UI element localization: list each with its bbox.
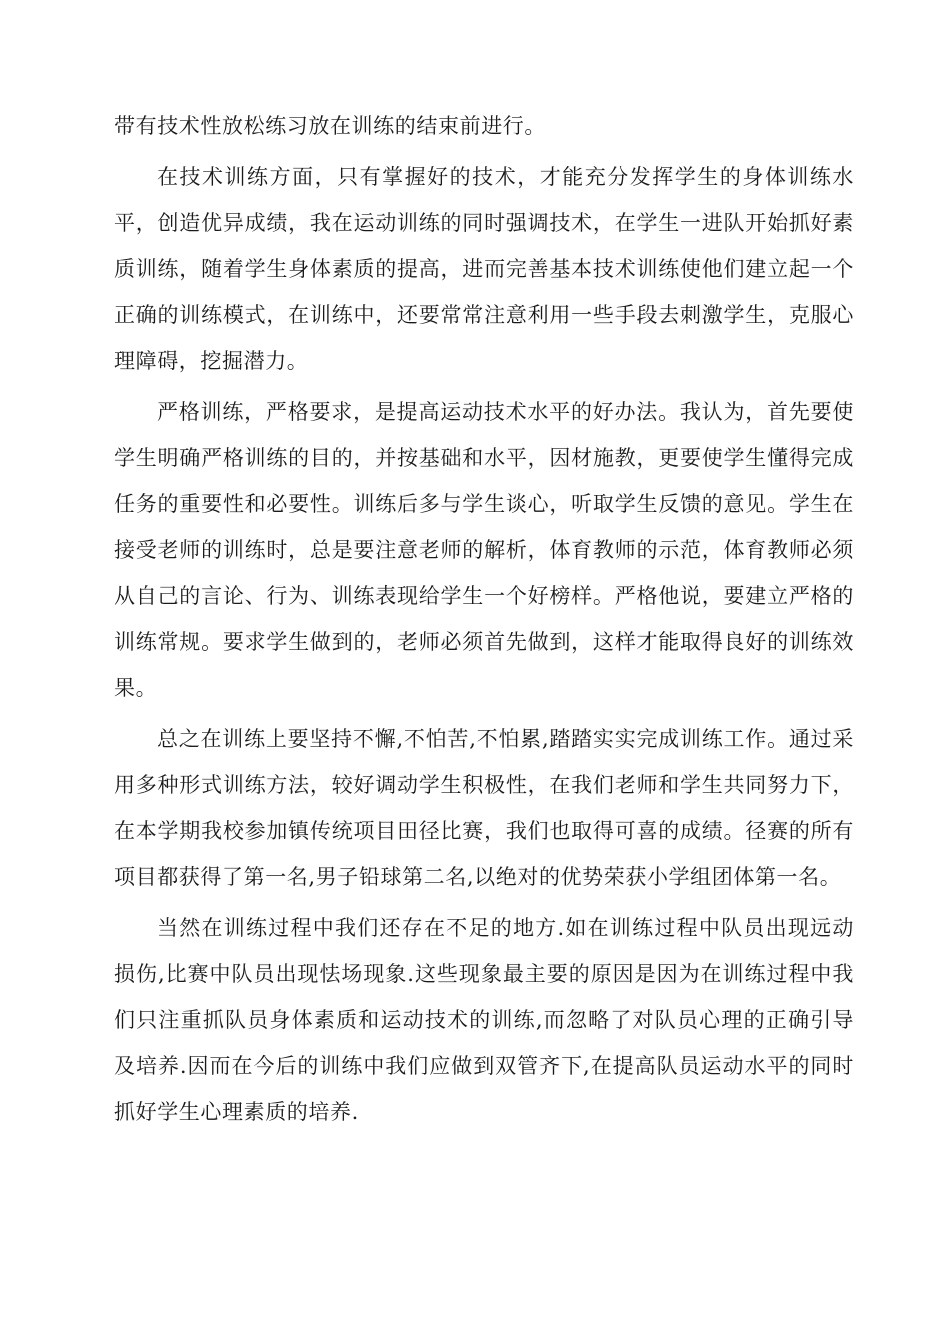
document-body bbox=[114, 103, 854, 1140]
paragraph-results-summary: 总之在训练上要坚持不懈,不怕苦,不怕累,踏踏实实完成训练工作。通过采用多种形式训练方法，较好调动学生积极性，在我们老师和学生共同努力下，在本学期我校参加镇传统项目田径比赛，我们也取得可喜的成绩。径赛的所有项目都获得了第一名,男子铅球第二名,以绝对的优势荣获小学组团体第一名。 bbox=[114, 727, 854, 889]
paragraph-strict-training: 严格训练，严格要求，是提高运动技术水平的好办法。我认为，首先要使学生明确严格训练的目的，并按基础和水平，因材施教，更要使学生懂得完成任务的重要性和必要性。训练后多与学生谈心，听取学生反馈的意见。学生在接受老师的训练时，总是要注意老师的解析，体育教师的示范，体育教师必须从自己的言论、行为、训练表现给学生一个好榜样。严格他说，要建立严格的训练常规。要求学生做到的，老师必须首先做到，这样才能取得良好的训练效果。 bbox=[114, 400, 854, 700]
paragraph-closing-sentence: 带有技术性放松练习放在训练的结束前进行。 bbox=[114, 114, 546, 138]
paragraph-shortcomings: 当然在训练过程中我们还存在不足的地方.如在训练过程中队员出现远动损伤,比赛中队员出现怯场现象.这些现象最主要的原因是因为在训练过程中我们只注重抓队员身体素质和运动技术的训练,而忽略了对队员心理的正确引导及培养.因而在今后的训练中我们应做到双管齐下,在提高队员运动水平的同时抓好学生心理素质的培养. bbox=[114, 916, 854, 1124]
paragraph-technical-training: 在技术训练方面，只有掌握好的技术，才能充分发挥学生的身体训练水平，创造优异成绩，我在运动训练的同时强调技术，在学生一进队开始抓好素质训练，随着学生身体素质的提高，进而完善基本技术训练使他们建立起一个正确的训练模式，在训练中，还要常常注意利用一些手段去刺激学生，克服心理障碍，挖掘潜力。 bbox=[114, 165, 854, 373]
